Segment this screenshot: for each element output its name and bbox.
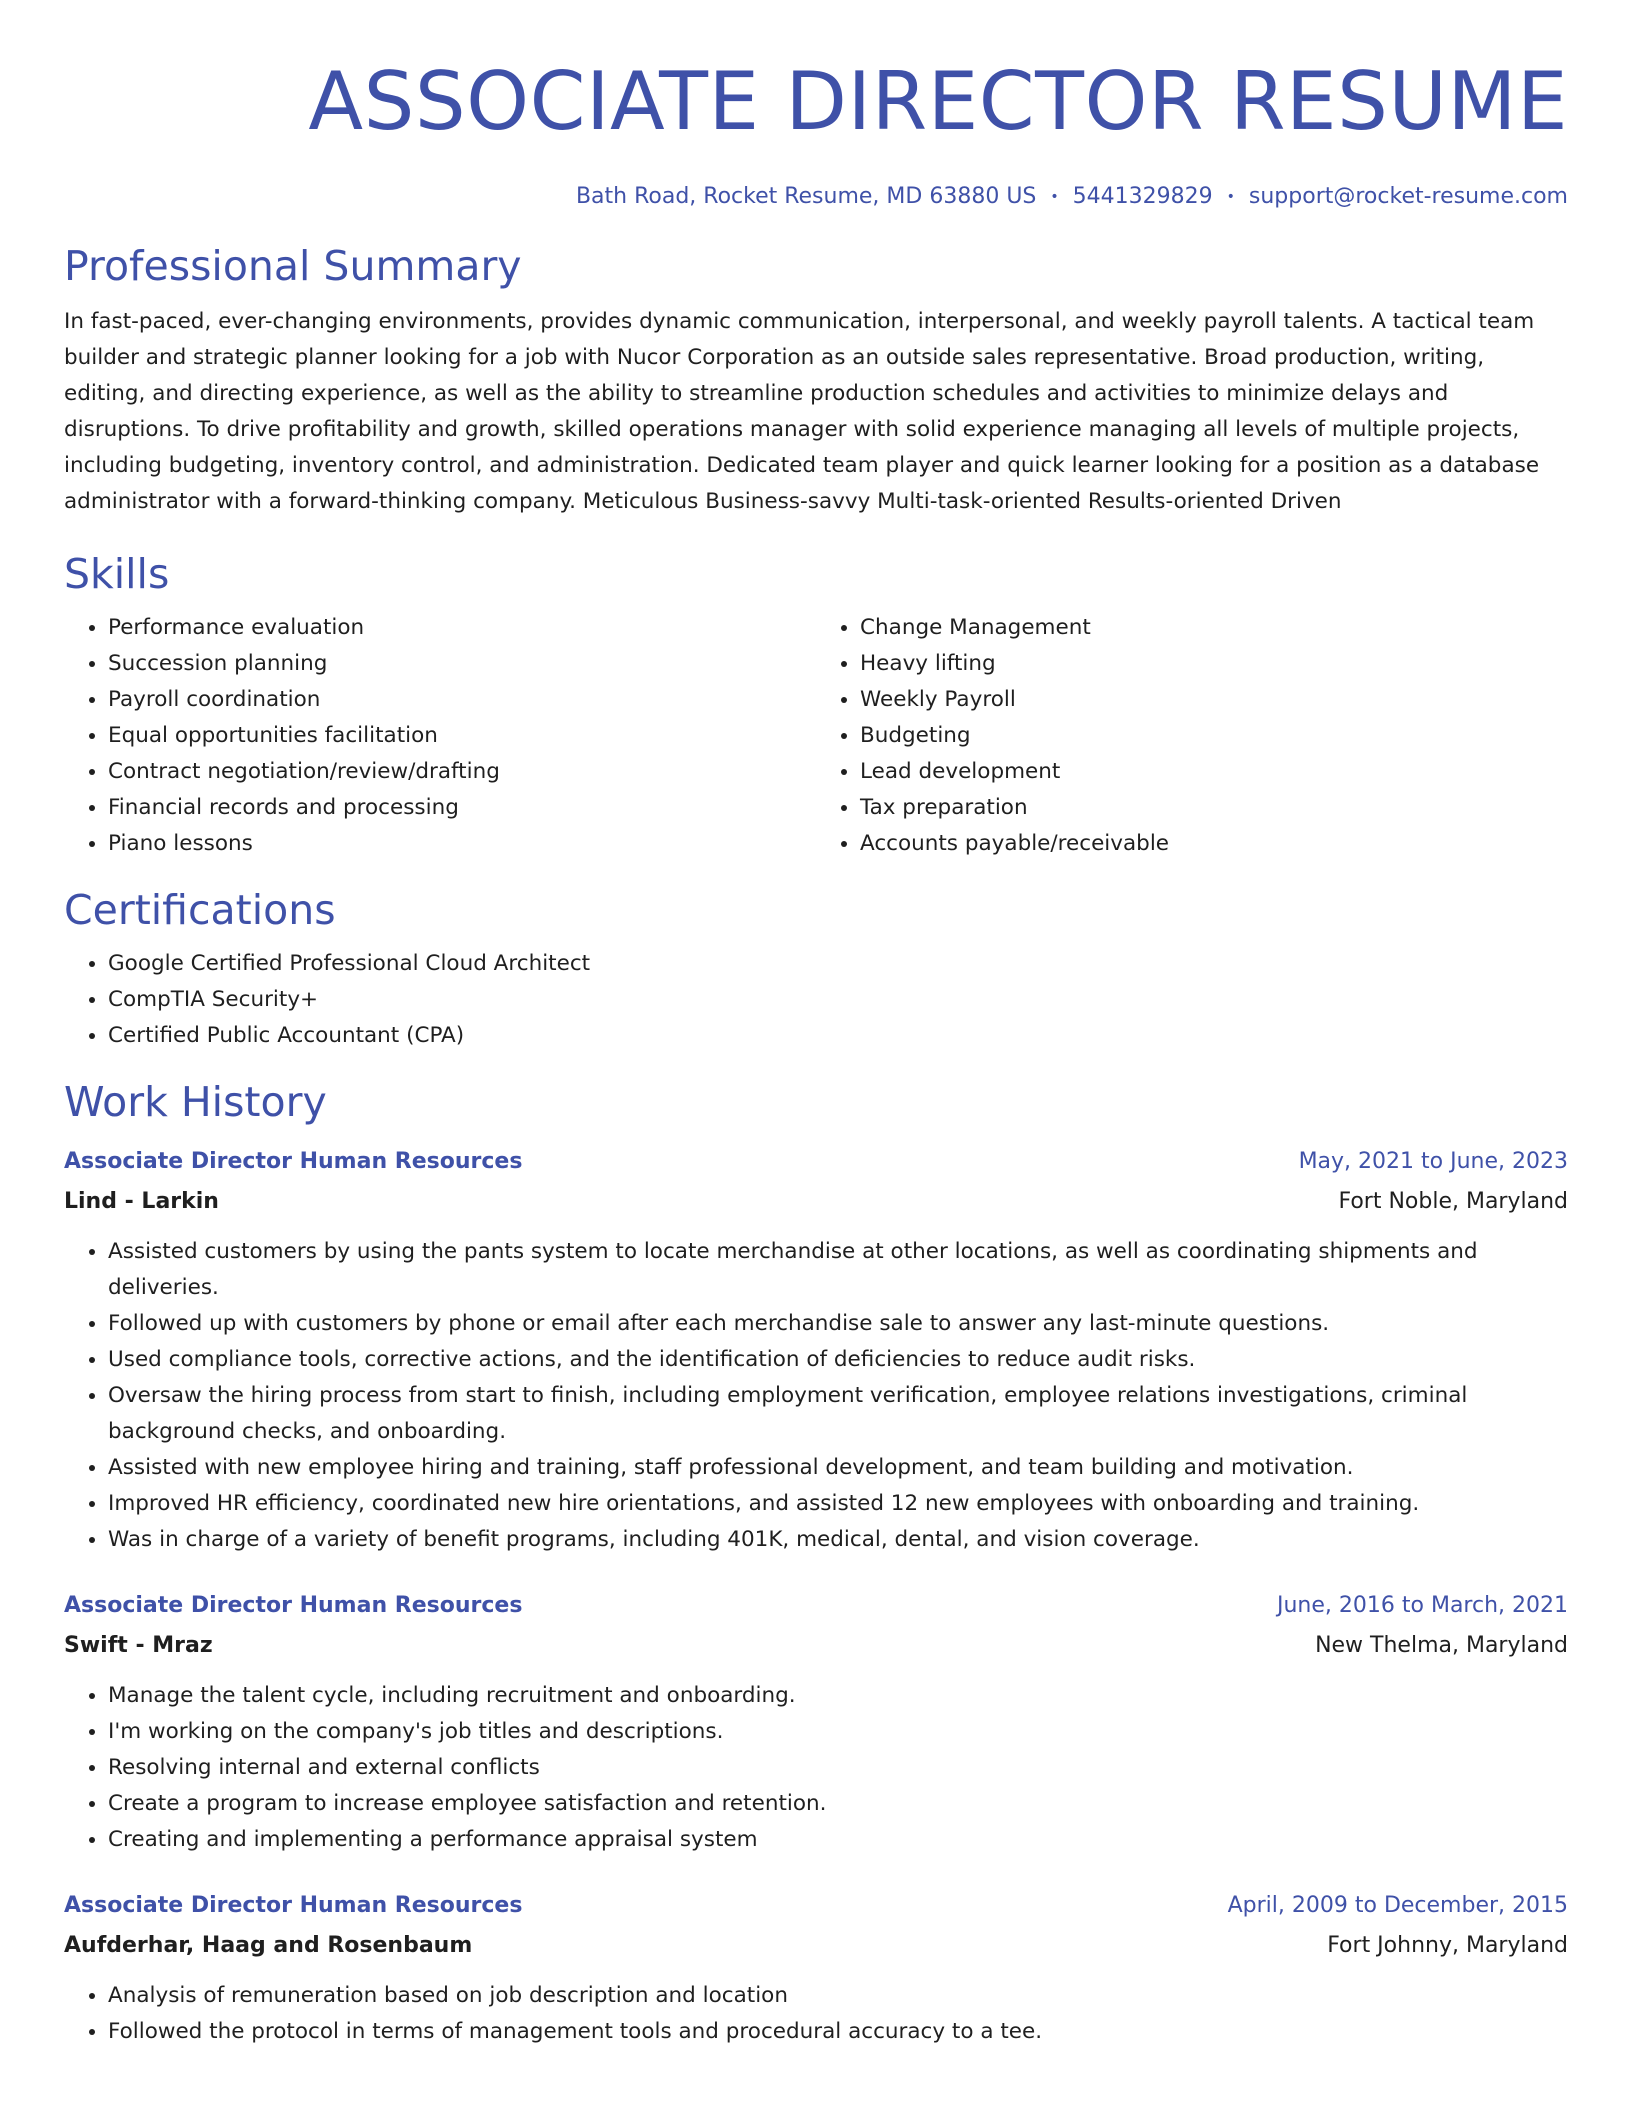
job-company: Lind - Larkin: [64, 1189, 219, 1214]
job-bullet: • Creating and implementing a performance appraisal system: [108, 1822, 1568, 1858]
skill-item: • Heavy lifting: [860, 646, 1568, 682]
job-bullet: • Analysis of remuneration based on job description and location: [108, 1978, 1568, 2014]
job-title: Associate Director Human Resources: [64, 1593, 523, 1618]
job-bullet: • Assisted customers by using the pants system to locate merchandise at other locations, as well as coordinating shipments and deliveries.: [108, 1234, 1568, 1306]
work-history-section: [64, 1076, 1568, 2050]
certifications-section: [64, 884, 1568, 1054]
job-title: Associate Director Human Resources: [64, 1893, 523, 1918]
job-title: Associate Director Human Resources: [64, 1149, 523, 1174]
job-location: New Thelma, Maryland: [1315, 1633, 1568, 1658]
skill-item: • Piano lessons: [108, 826, 816, 862]
skills-section: [64, 548, 1568, 862]
job-bullet: • Used compliance tools, corrective actions, and the identification of deficiencies to reduce audit risks.: [108, 1342, 1568, 1378]
job-bullet: • Followed up with customers by phone or email after each merchandise sale to answer any last-minute questions.: [108, 1306, 1568, 1342]
skill-item: • Contract negotiation/review/drafting: [108, 754, 816, 790]
job-bullet: • Oversaw the hiring process from start to finish, including employment verification, employee relations investigations, criminal background checks, and onboarding.: [108, 1378, 1568, 1450]
skill-item: • Accounts payable/receivable: [860, 826, 1568, 862]
certification-item: • Google Certified Professional Cloud Architect: [108, 946, 1568, 982]
skill-item: • Financial records and processing: [108, 790, 816, 826]
summary-text: In fast-paced, ever-changing environments, provides dynamic communication, interpersonal, and weekly payroll talents. A tactical team builder and strategic planner looking for a job with Nucor Corporation as an outside sales representative. Broad production, writing, editing, and directing experience, as well as the ability to streamline production schedules and activities to minimize delays and disruptions. To drive profitability and growth, skilled operations manager with solid experience managing all levels of multiple projects, including budgeting, inventory control, and administration. Dedicated team player and quick learner looking for a position as a database administrator with a forward-thinking company. Meticulous Business-savvy Multi-task-oriented Results-oriented Driven: [64, 309, 1540, 514]
job-bullets: [64, 1678, 1568, 1858]
skill-item: • Budgeting: [860, 718, 1568, 754]
job-dates: June, 2016 to March, 2021: [1277, 1593, 1568, 1618]
work-history-heading: Work History: [64, 1078, 327, 1126]
skill-item: • Performance evaluation: [108, 610, 816, 646]
job-company-row: [64, 1182, 1568, 1222]
contact-email: support@rocket-resume.com: [1248, 184, 1568, 209]
job-bullet: • Assisted with new employee hiring and training, staff professional development, and team building and motivation.: [108, 1450, 1568, 1486]
job-header-row: [64, 1586, 1568, 1626]
job-entry: [64, 1886, 1568, 2050]
summary-heading: Professional Summary: [64, 242, 522, 290]
job-bullet: • Followed the protocol in terms of management tools and procedural accuracy to a tee.: [108, 2014, 1568, 2050]
job-bullet: • Create a program to increase employee satisfaction and retention.: [108, 1786, 1568, 1822]
job-bullets: [64, 1978, 1568, 2050]
skill-item: • Payroll coordination: [108, 682, 816, 718]
contact-address: Bath Road, Rocket Resume, MD 63880 US: [575, 184, 1037, 209]
contact-phone: 5441329829: [1072, 184, 1213, 209]
summary-section: [64, 240, 1568, 520]
job-header-row: [64, 1142, 1568, 1182]
skill-item: • Succession planning: [108, 646, 816, 682]
resume-page: [64, 0, 1568, 2050]
job-company-row: [64, 1626, 1568, 1666]
job-company-row: [64, 1926, 1568, 1966]
certification-item: • Certified Public Accountant (CPA): [108, 1018, 1568, 1054]
job-location: Fort Johnny, Maryland: [1327, 1933, 1568, 1958]
contact-separator: •: [1050, 189, 1059, 205]
contact-separator: •: [1226, 189, 1235, 205]
skills-heading: Skills: [64, 550, 170, 598]
job-bullet: • Manage the talent cycle, including recruitment and onboarding.: [108, 1678, 1568, 1714]
job-entry: [64, 1142, 1568, 1558]
skill-item: • Tax preparation: [860, 790, 1568, 826]
contact-line: [64, 182, 1568, 212]
job-bullet: • I'm working on the company's job titles and descriptions.: [108, 1714, 1568, 1750]
job-entry: [64, 1586, 1568, 1858]
job-bullet: • Was in charge of a variety of benefit programs, including 401K, medical, dental, and vision coverage.: [108, 1522, 1568, 1558]
job-dates: May, 2021 to June, 2023: [1298, 1149, 1568, 1174]
resume-title: ASSOCIATE DIRECTOR RESUME: [308, 55, 1568, 148]
skill-item: • Change Management: [860, 610, 1568, 646]
skill-item: • Weekly Payroll: [860, 682, 1568, 718]
skills-list-left: [64, 610, 816, 862]
certification-item: • CompTIA Security+: [108, 982, 1568, 1018]
job-header-row: [64, 1886, 1568, 1926]
skill-item: • Lead development: [860, 754, 1568, 790]
certifications-list: [64, 946, 1568, 1054]
job-bullet: • Resolving internal and external conflicts: [108, 1750, 1568, 1786]
job-company: Aufderhar, Haag and Rosenbaum: [64, 1933, 473, 1958]
job-bullet: • Improved HR efficiency, coordinated new hire orientations, and assisted 12 new employees with onboarding and training.: [108, 1486, 1568, 1522]
resume-header: [64, 54, 1568, 212]
certifications-heading: Certifications: [64, 886, 336, 934]
job-location: Fort Noble, Maryland: [1338, 1189, 1568, 1214]
job-bullets: [64, 1234, 1568, 1558]
skills-columns: [64, 610, 1568, 862]
job-company: Swift - Mraz: [64, 1633, 213, 1658]
job-dates: April, 2009 to December, 2015: [1227, 1893, 1568, 1918]
skill-item: • Equal opportunities facilitation: [108, 718, 816, 754]
skills-list-right: [816, 610, 1568, 862]
